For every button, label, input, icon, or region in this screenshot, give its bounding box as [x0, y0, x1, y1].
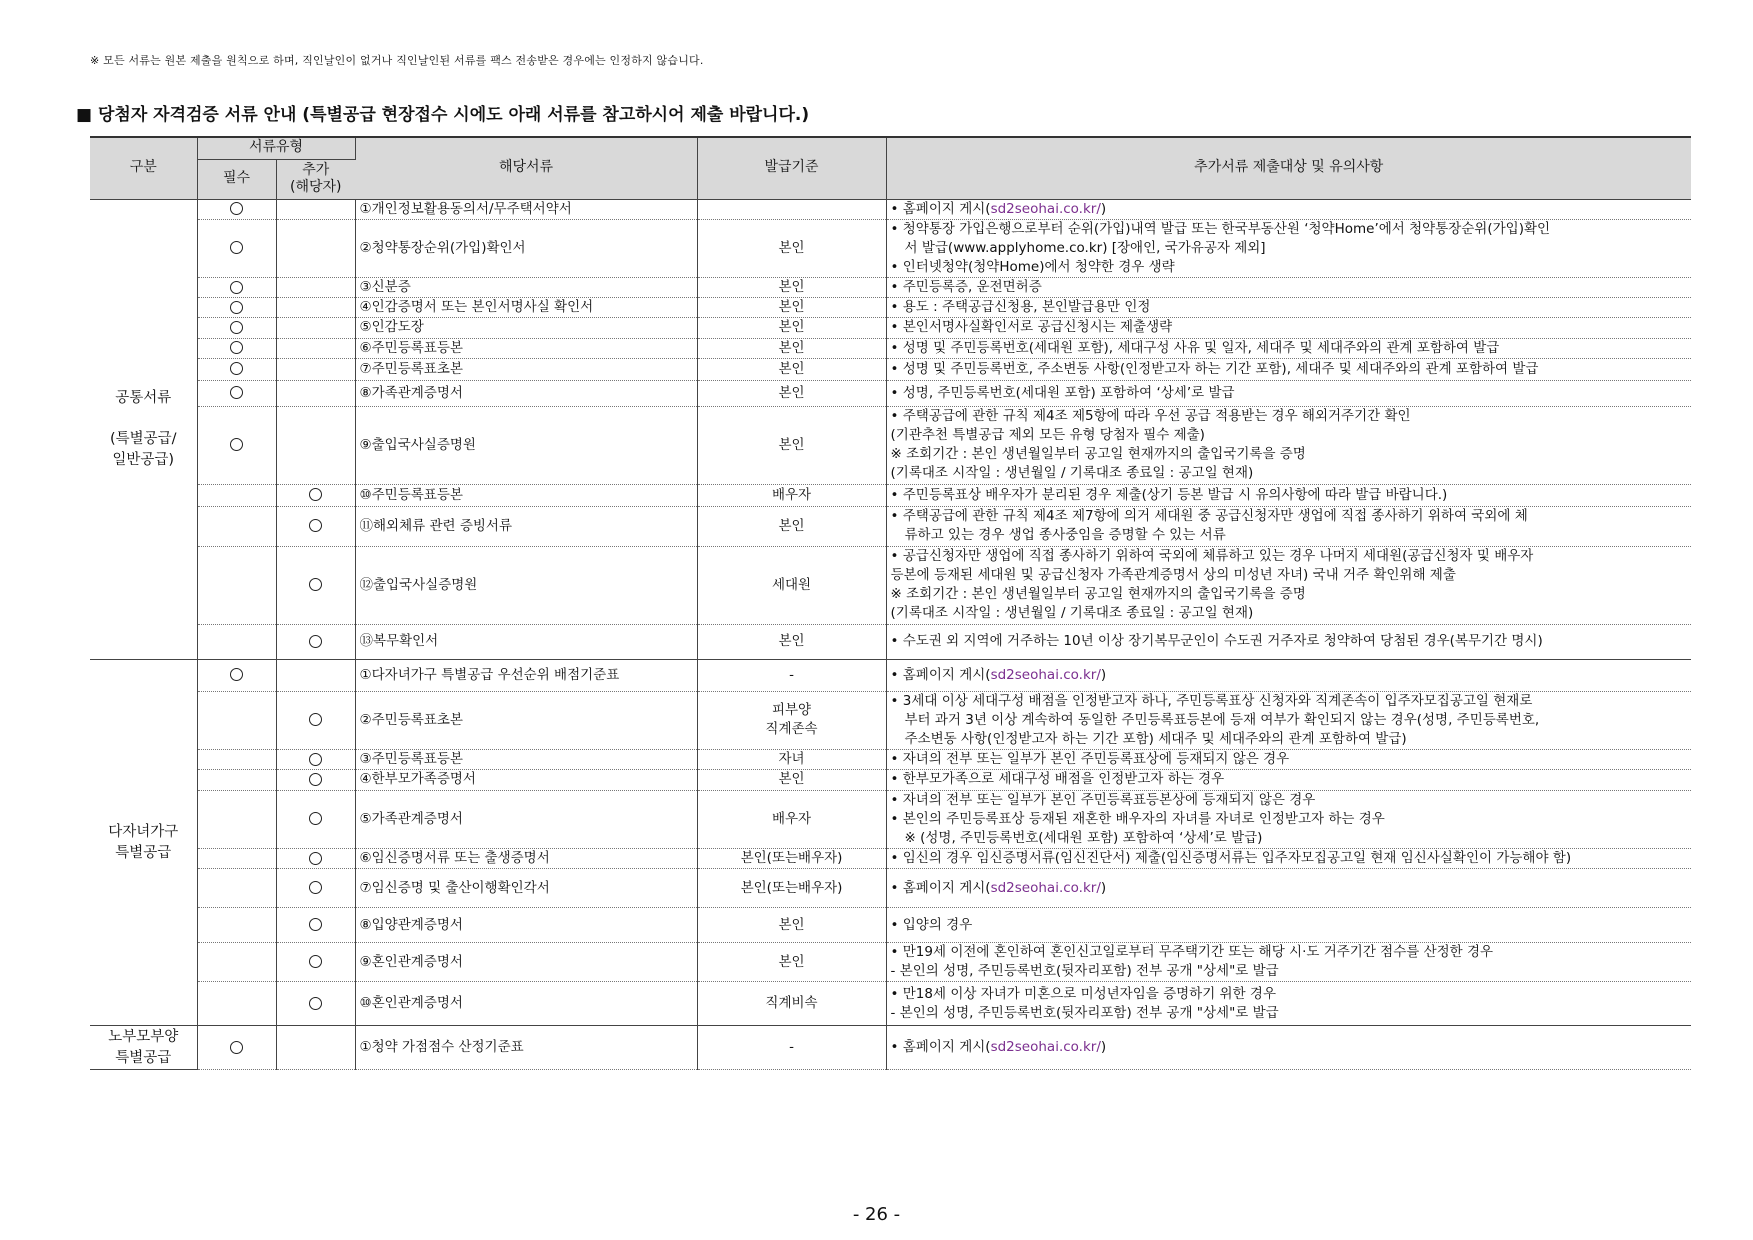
- issuer-cell: 본인(또는배우자): [697, 849, 886, 869]
- note-line: • 자녀의 전부 또는 일부가 본인 주민등록표등본상에 등재되지 않은 경우: [890, 791, 1316, 808]
- issuer-cell: 본인: [697, 380, 886, 406]
- table-row: [90, 849, 1691, 869]
- note-line: • 주택공급에 관한 규칙 제4조 제5항에 따라 우선 공급 적용받는 경우 해외거주기간 확인: [890, 407, 1411, 424]
- notice-text: ※ 모든 서류는 원본 제출을 원칙으로 하며, 직인날인이 없거나 직인날인된 서류를 팩스 전송받은 경우에는 인정하지 않습니다.: [90, 54, 704, 67]
- notes-cell: [886, 318, 1691, 338]
- header-notes: 추가서류 제출대상 및 유의사항: [886, 137, 1691, 199]
- notes-cell: [886, 908, 1691, 943]
- issuer-cell: 직계비속: [697, 982, 886, 1026]
- notes-cell: [886, 691, 1691, 749]
- header-required: 필수: [197, 159, 276, 199]
- table-row: [90, 770, 1691, 790]
- additional-cell: [276, 406, 355, 484]
- note-line: - 본인의 성명, 주민등록번호(뒷자리포함) 전부 공개 "상세"로 발급: [890, 1004, 1279, 1021]
- circle-mark-icon: [230, 281, 243, 294]
- document-name: ⑥주민등록표등본: [355, 338, 697, 358]
- note-line: • 홈페이지 게시(sd2seohai.co.kr/): [890, 200, 1107, 217]
- additional-cell: [276, 1026, 355, 1070]
- note-line: (기관추천 특별공급 제외 모든 유형 당첨자 필수 제출): [890, 427, 1205, 444]
- header-additional: 추가 (해당자): [276, 159, 355, 199]
- issuer-cell: 본인: [697, 770, 886, 790]
- note-line: • 주민등록표상 배우자가 분리된 경우 제출(상기 등본 발급 시 유의사항에 따라 발급 바랍니다.): [890, 486, 1448, 503]
- table-row: [90, 506, 1691, 546]
- issuer-cell: 본인: [697, 278, 886, 298]
- note-line: • 청약통장 가입은행으로부터 순위(가입)내역 발급 또는 한국부동산원 ‘청약Home’에서 청약통장순위(가입)확인: [890, 220, 1551, 237]
- issuer-cell: 본인: [697, 624, 886, 659]
- circle-mark-icon: [309, 918, 322, 931]
- note-line: • 수도권 외 지역에 거주하는 10년 이상 장기복무군인이 수도권 거주자로 청약하여 당첨된 경우(복무기간 명시): [890, 633, 1543, 650]
- required-cell: [197, 406, 276, 484]
- issuer-cell: 본인: [697, 406, 886, 484]
- circle-mark-icon: [230, 301, 243, 314]
- document-name: ⑫출입국사실증명원: [355, 546, 697, 624]
- circle-mark-icon: [309, 635, 322, 648]
- notes-cell: [886, 869, 1691, 908]
- table-row: [90, 318, 1691, 338]
- header-document: 해당서류: [355, 137, 697, 199]
- document-name: ①다자녀가구 특별공급 우선순위 배점기준표: [355, 659, 697, 691]
- circle-mark-icon: [309, 773, 322, 786]
- table-row: [90, 278, 1691, 298]
- issuer-cell: 본인: [697, 338, 886, 358]
- additional-cell: [276, 199, 355, 219]
- issuer-cell: 배우자: [697, 484, 886, 506]
- additional-cell: [276, 624, 355, 659]
- additional-cell: [276, 790, 355, 848]
- issuer-cell: 본인(또는배우자): [697, 869, 886, 908]
- header-doc-type: 서류유형: [197, 137, 355, 159]
- table-row: [90, 908, 1691, 943]
- document-name: ⑬복무확인서: [355, 624, 697, 659]
- document-name: ②청약통장순위(가입)확인서: [355, 219, 697, 277]
- group-label: 노부모부양 특별공급: [90, 1026, 197, 1070]
- required-cell: [197, 770, 276, 790]
- document-name: ⑩혼인관계증명서: [355, 982, 697, 1026]
- notes-cell: [886, 1026, 1691, 1070]
- table-row: [90, 199, 1691, 219]
- document-name: ⑨혼인관계증명서: [355, 943, 697, 982]
- notes-cell: [886, 484, 1691, 506]
- document-name: ⑨출입국사실증명원: [355, 406, 697, 484]
- additional-cell: [276, 750, 355, 770]
- additional-cell: [276, 659, 355, 691]
- required-cell: [197, 943, 276, 982]
- homepage-link[interactable]: sd2seohai.co.kr/: [990, 666, 1101, 683]
- document-name: ③신분증: [355, 278, 697, 298]
- required-cell: [197, 358, 276, 380]
- circle-mark-icon: [230, 362, 243, 375]
- table-row: [90, 1026, 1691, 1070]
- additional-cell: [276, 506, 355, 546]
- required-cell: [197, 506, 276, 546]
- required-cell: [197, 659, 276, 691]
- document-name: ⑦주민등록표초본: [355, 358, 697, 380]
- table-row: [90, 869, 1691, 908]
- notes-cell: [886, 790, 1691, 848]
- note-line: 서 발급(www.applyhome.co.kr) [장애인, 국가유공자 제외]: [904, 239, 1266, 256]
- issuer-cell: 본인: [697, 506, 886, 546]
- note-line: • 공급신청자만 생업에 직접 종사하기 위하여 국외에 체류하고 있는 경우 나머지 세대원(공급신청자 및 배우자: [890, 547, 1534, 564]
- note-line: • 만18세 이상 자녀가 미혼으로 미성년자임을 증명하기 위한 경우: [890, 985, 1277, 1002]
- note-line: • 입양의 경우: [890, 916, 973, 933]
- required-cell: [197, 546, 276, 624]
- circle-mark-icon: [309, 812, 322, 825]
- note-line: • 주택공급에 관한 규칙 제4조 제7항에 의거 세대원 중 공급신청자만 생업에 직접 종사하기 위하여 국외에 체: [890, 508, 1528, 525]
- additional-cell: [276, 546, 355, 624]
- issuer-cell: 배우자: [697, 790, 886, 848]
- table-row: [90, 624, 1691, 659]
- note-line: • 본인서명사실확인서로 공급신청시는 제출생략: [890, 319, 1173, 336]
- note-line: ※ 조회기간 : 본인 생년월일부터 공고일 현재까지의 출입국기록을 증명: [890, 586, 1306, 603]
- group-label: 공통서류 (특별공급/ 일반공급): [90, 199, 197, 659]
- circle-mark-icon: [230, 321, 243, 334]
- homepage-link[interactable]: sd2seohai.co.kr/: [990, 1039, 1101, 1056]
- note-line: • 성명, 주민등록번호(세대원 포함) 포함하여 ‘상세’로 발급: [890, 384, 1235, 401]
- required-cell: [197, 869, 276, 908]
- circle-mark-icon: [230, 241, 243, 254]
- additional-cell: [276, 869, 355, 908]
- circle-mark-icon: [309, 488, 322, 501]
- document-name: ⑩주민등록표등본: [355, 484, 697, 506]
- table-row: [90, 691, 1691, 749]
- page-number: - 26 -: [852, 1204, 901, 1225]
- note-line: • 성명 및 주민등록번호, 주소변동 사항(인정받고자 하는 기간 포함), 세대주 및 세대주와의 관계 포함하여 발급: [890, 360, 1539, 377]
- additional-cell: [276, 770, 355, 790]
- notes-cell: [886, 506, 1691, 546]
- additional-cell: [276, 219, 355, 277]
- note-line: (기록대조 시작일 : 생년월일 / 기록대조 종료일 : 공고일 현재): [890, 605, 1254, 622]
- notes-cell: [886, 278, 1691, 298]
- note-line: • 용도 : 주택공급신청용, 본인발급용만 인정: [890, 299, 1151, 316]
- required-cell: [197, 691, 276, 749]
- issuer-cell: [697, 199, 886, 219]
- document-name: ⑧입양관계증명서: [355, 908, 697, 943]
- table-body: [90, 199, 1691, 1070]
- notes-cell: [886, 624, 1691, 659]
- required-cell: [197, 278, 276, 298]
- document-name: ④인감증명서 또는 본인서명사실 확인서: [355, 298, 697, 318]
- header-category: 구분: [90, 137, 197, 199]
- circle-mark-icon: [230, 386, 243, 399]
- table-row: [90, 943, 1691, 982]
- required-cell: [197, 750, 276, 770]
- notes-cell: [886, 849, 1691, 869]
- issuer-cell: 본인: [697, 298, 886, 318]
- notes-cell: [886, 219, 1691, 277]
- required-cell: [197, 849, 276, 869]
- document-name: ①개인정보활용동의서/무주택서약서: [355, 199, 697, 219]
- table-row: [90, 982, 1691, 1026]
- table-row: [90, 750, 1691, 770]
- circle-mark-icon: [230, 438, 243, 451]
- document-name: ⑦임신증명 및 출산이행확인각서: [355, 869, 697, 908]
- circle-mark-icon: [309, 881, 322, 894]
- notes-cell: [886, 298, 1691, 318]
- notes-cell: [886, 358, 1691, 380]
- required-cell: [197, 338, 276, 358]
- notes-cell: [886, 750, 1691, 770]
- additional-cell: [276, 943, 355, 982]
- additional-cell: [276, 691, 355, 749]
- issuer-cell: -: [697, 659, 886, 691]
- table-row: [90, 659, 1691, 691]
- required-cell: [197, 219, 276, 277]
- required-cell: [197, 790, 276, 848]
- note-line: • 만19세 이전에 혼인하여 혼인신고일로부터 무주택기간 또는 해당 시·도 거주기간 점수를 산정한 경우: [890, 944, 1494, 961]
- issuer-cell: 피부양 직계존속: [697, 691, 886, 749]
- issuer-cell: -: [697, 1026, 886, 1070]
- note-line: • 홈페이지 게시(sd2seohai.co.kr/): [890, 879, 1107, 896]
- homepage-link[interactable]: sd2seohai.co.kr/: [990, 879, 1101, 896]
- circle-mark-icon: [309, 852, 322, 865]
- table-row: [90, 406, 1691, 484]
- note-line: • 3세대 이상 세대구성 배점을 인정받고자 하나, 주민등록표상 신청자와 직계존속이 입주자모집공고일 현재로: [890, 692, 1533, 709]
- additional-cell: [276, 982, 355, 1026]
- issuer-cell: 본인: [697, 908, 886, 943]
- circle-mark-icon: [309, 578, 322, 591]
- table-row: [90, 484, 1691, 506]
- additional-cell: [276, 849, 355, 869]
- note-line: • 홈페이지 게시(sd2seohai.co.kr/): [890, 1039, 1107, 1056]
- document-name: ④한부모가족증명서: [355, 770, 697, 790]
- circle-mark-icon: [230, 1041, 243, 1054]
- additional-cell: [276, 358, 355, 380]
- section-heading: ■ 당첨자 자격검증 서류 안내 (특별공급 현장접수 시에도 아래 서류를 참고하시어 제출 바랍니다.): [76, 105, 810, 125]
- required-cell: [197, 380, 276, 406]
- notes-cell: [886, 982, 1691, 1026]
- document-name: ⑤가족관계증명서: [355, 790, 697, 848]
- document-name: ③주민등록표등본: [355, 750, 697, 770]
- table-row: [90, 219, 1691, 277]
- note-line: 주소변동 사항(인정받고자 하는 기간 포함) 세대주 및 세대주와의 관계 포함하여 발급): [904, 731, 1407, 748]
- issuer-cell: 본인: [697, 943, 886, 982]
- circle-mark-icon: [309, 519, 322, 532]
- table-row: [90, 546, 1691, 624]
- note-line: • 한부모가족으로 세대구성 배점을 인정받고자 하는 경우: [890, 771, 1225, 788]
- additional-cell: [276, 278, 355, 298]
- table-row: [90, 790, 1691, 848]
- required-cell: [197, 908, 276, 943]
- note-line: • 자녀의 전부 또는 일부가 본인 주민등록표상에 등재되지 않은 경우: [890, 751, 1290, 768]
- notes-cell: [886, 380, 1691, 406]
- additional-cell: [276, 908, 355, 943]
- issuer-cell: 본인: [697, 318, 886, 338]
- required-cell: [197, 1026, 276, 1070]
- required-cell: [197, 624, 276, 659]
- circle-mark-icon: [230, 341, 243, 354]
- table-row: [90, 338, 1691, 358]
- note-line: 등본에 등재된 세대원 및 공급신청자 가족관계증명서 상의 미성년 자녀) 국내 거주 확인위해 제출: [890, 567, 1456, 584]
- document-name: ⑧가족관계증명서: [355, 380, 697, 406]
- note-line: ※ 조회기간 : 본인 생년월일부터 공고일 현재까지의 출입국기록을 증명: [890, 446, 1306, 463]
- circle-mark-icon: [309, 997, 322, 1010]
- note-line: (기록대조 시작일 : 생년월일 / 기록대조 종료일 : 공고일 현재): [890, 465, 1254, 482]
- notes-cell: [886, 338, 1691, 358]
- document-name: ⑤인감도장: [355, 318, 697, 338]
- note-line: ※ (성명, 주민등록번호(세대원 포함) 포함하여 ‘상세’로 발급): [904, 829, 1263, 846]
- note-line: 류하고 있는 경우 생업 종사중임을 증명할 수 있는 서류: [904, 527, 1226, 544]
- note-line: • 인터넷청약(청약Home)에서 청약한 경우 생략: [890, 258, 1175, 275]
- required-cell: [197, 484, 276, 506]
- notes-cell: [886, 659, 1691, 691]
- additional-cell: [276, 338, 355, 358]
- note-line: • 홈페이지 게시(sd2seohai.co.kr/): [890, 666, 1107, 683]
- notes-cell: [886, 546, 1691, 624]
- documents-table: [90, 136, 1691, 1070]
- document-name: ①청약 가점점수 산정기준표: [355, 1026, 697, 1070]
- group-label: 다자녀가구 특별공급: [90, 659, 197, 1026]
- notes-cell: [886, 943, 1691, 982]
- issuer-cell: 자녀: [697, 750, 886, 770]
- required-cell: [197, 199, 276, 219]
- additional-cell: [276, 380, 355, 406]
- header-issuer: 발급기준: [697, 137, 886, 199]
- required-cell: [197, 982, 276, 1026]
- circle-mark-icon: [309, 713, 322, 726]
- circle-mark-icon: [309, 753, 322, 766]
- required-cell: [197, 298, 276, 318]
- circle-mark-icon: [230, 668, 243, 681]
- document-name: ⑪해외체류 관련 증빙서류: [355, 506, 697, 546]
- note-line: • 주민등록증, 운전면허증: [890, 279, 1042, 296]
- note-line: 부터 과거 3년 이상 계속하여 동일한 주민등록표등본에 등재 여부가 확인되지 않는 경우(성명, 주민등록번호,: [904, 711, 1540, 728]
- document-name: ②주민등록표초본: [355, 691, 697, 749]
- note-line: • 임신의 경우 임신증명서류(임신진단서) 제출(임신증명서류는 입주자모집공고일 현재 임신사실확인이 가능해야 함): [890, 850, 1572, 866]
- table-row: [90, 298, 1691, 318]
- notes-cell: [886, 770, 1691, 790]
- table-row: [90, 358, 1691, 380]
- additional-cell: [276, 298, 355, 318]
- issuer-cell: 본인: [697, 219, 886, 277]
- note-line: • 본인의 주민등록표상 등재된 재혼한 배우자의 자녀를 자녀로 인정받고자 하는 경우: [890, 810, 1385, 827]
- homepage-link[interactable]: sd2seohai.co.kr/: [990, 200, 1101, 217]
- notes-cell: [886, 406, 1691, 484]
- required-cell: [197, 318, 276, 338]
- additional-cell: [276, 484, 355, 506]
- note-line: • 성명 및 주민등록번호(세대원 포함), 세대구성 사유 및 일자, 세대주 및 세대주와의 관계 포함하여 발급: [890, 339, 1500, 356]
- additional-cell: [276, 318, 355, 338]
- document-name: ⑥임신증명서류 또는 출생증명서: [355, 849, 697, 869]
- notes-cell: [886, 199, 1691, 219]
- table-row: [90, 380, 1691, 406]
- note-line: - 본인의 성명, 주민등록번호(뒷자리포함) 전부 공개 "상세"로 발급: [890, 963, 1279, 980]
- issuer-cell: 세대원: [697, 546, 886, 624]
- circle-mark-icon: [230, 202, 243, 215]
- circle-mark-icon: [309, 955, 322, 968]
- issuer-cell: 본인: [697, 358, 886, 380]
